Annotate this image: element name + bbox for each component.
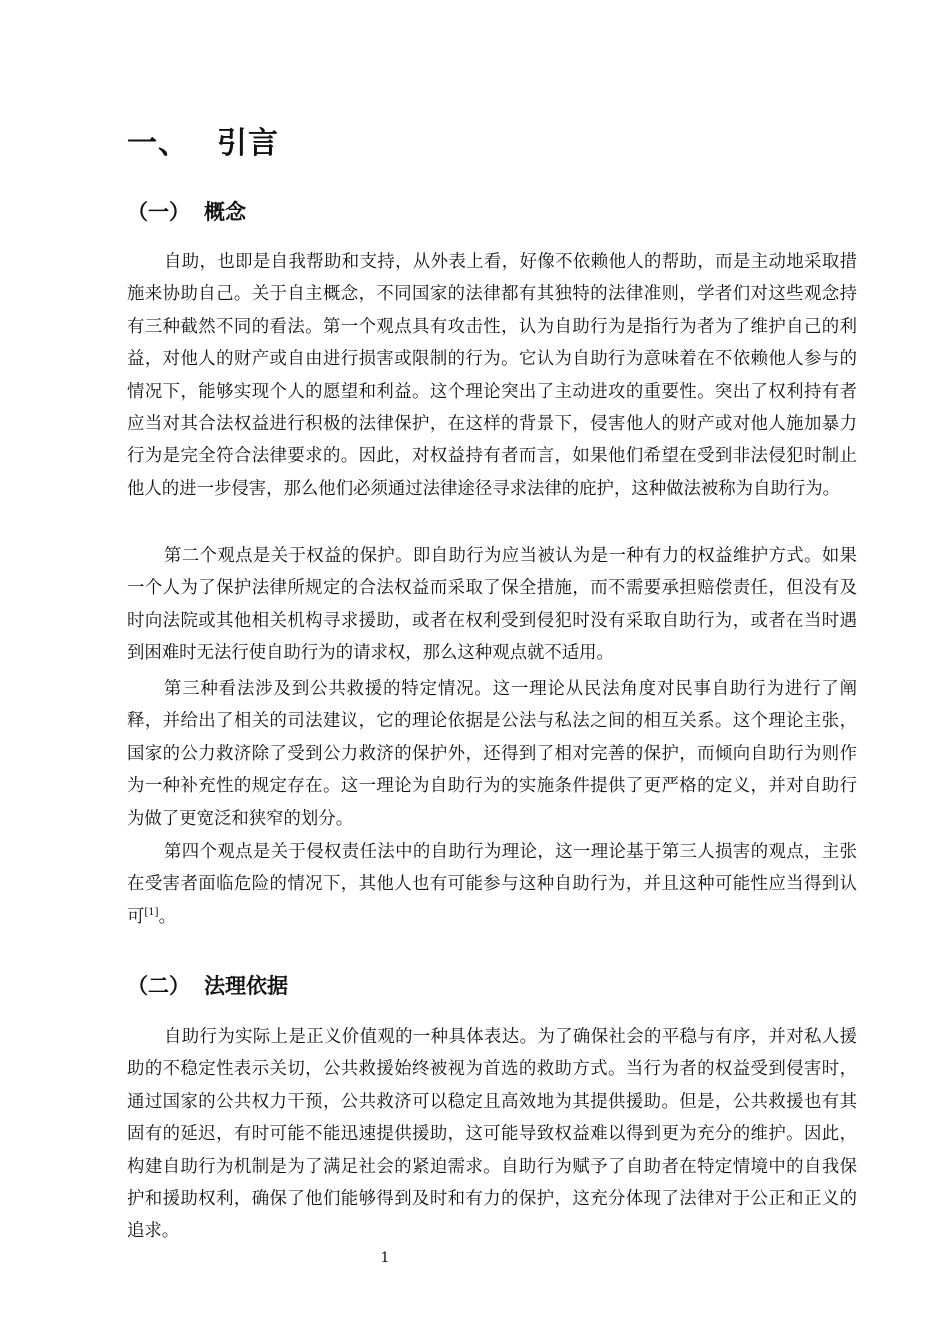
section-number: （一） [127, 200, 190, 224]
section-heading-concept [127, 196, 246, 226]
paragraph: 第三种看法涉及到公共救援的特定情况。这一理论从民法角度对民事自助行为进行了阐释，并给出了相关的司法建议，它的理论依据是公法与私法之间的相互关系。这个理论主张，国家的公力救济除了受到公力救济的保护外，还得到了相对完善的保护，而倾向自助行为则作为一种补充性的规定存在。这一理论为自助行为的实施条件提供了更严格的定义，并对自助行为做了更宽泛和狭窄的划分。 [127, 679, 857, 829]
section-title: 法理依据 [204, 974, 288, 998]
chapter-number: 一、 [127, 126, 189, 161]
page-number: 1 [380, 1250, 390, 1266]
section-number: （二） [127, 974, 190, 998]
paragraph: 第二个观点是关于权益的保护。即自助行为应当被认为是一种有力的权益维护方式。如果一个人为了保护法律所规定的合法权益而采取了保全措施，而不需要承担赔偿责任，但没有及时向法院或其他相关机构寻求援助，或者在权利受到侵犯时没有采取自助行为，或者在当时遇到困难时无法行使自助行为的请求权，那么这种观点就不适用。 [127, 546, 857, 664]
chapter-title: 引言 [217, 126, 279, 161]
paragraph: 自助，也即是自我帮助和支持，从外表上看，好像不依赖他人的帮助，而是主动地采取措施来协助自己。关于自主概念，不同国家的法律都有其独特的法律准则，学者们对这些观念持有三种截然不同的看法。第一个观点具有攻击性，认为自助行为是指行为者为了维护自己的利益，对他人的财产或自由进行损害或限制的行为。它认为自助行为意味着在不依赖他人参与的情况下，能够实现个人的愿望和利益。这个理论突出了主动进攻的重要性。突出了权利持有者应当对其合法权益进行积极的法律保护，在这样的背景下，侵害他人的财产或对他人施加暴力行为是完全符合法律要求的。因此，对权益持有者而言，如果他们希望在受到非法侵犯时制止他人的进一步侵害，那么他们必须通过法律途径寻求法律的庇护，这种做法被称为自助行为。 [127, 252, 857, 499]
paragraph-text: 第四个观点是关于侵权责任法中的自助行为理论，这一理论基于第三人损害的观点，主张在受害者面临危险的情况下，其他人也有可能参与这种自助行为，并且这种可能性应当得到认可 [127, 842, 857, 927]
paragraph-text-end: 。 [158, 906, 176, 927]
citation-ref: [1] [144, 907, 159, 919]
paragraph: 自助行为实际上是正义价值观的一种具体表达。为了确保社会的平稳与有序，并对私人援助的不稳定性表示关切，公共救援始终被视为首选的救助方式。当行为者的权益受到侵害时，通过国家的公共权力干预，公共救济可以稳定且高效地为其提供援助。但是，公共救援也有其固有的延迟，有时可能不能迅速提供援助，这可能导致权益难以得到更为充分的维护。因此，构建自助行为机制是为了满足社会的紧迫需求。自助行为赋予了自助者在特定情境中的自我保护和援助权利，确保了他们能够得到及时和有力的保护，这充分体现了法律对于公正和正义的追求。 [127, 1027, 857, 1242]
paragraph [127, 836, 857, 933]
section-title: 概念 [204, 200, 246, 224]
section-heading-legal-basis [127, 970, 288, 1000]
chapter-heading [127, 118, 279, 162]
